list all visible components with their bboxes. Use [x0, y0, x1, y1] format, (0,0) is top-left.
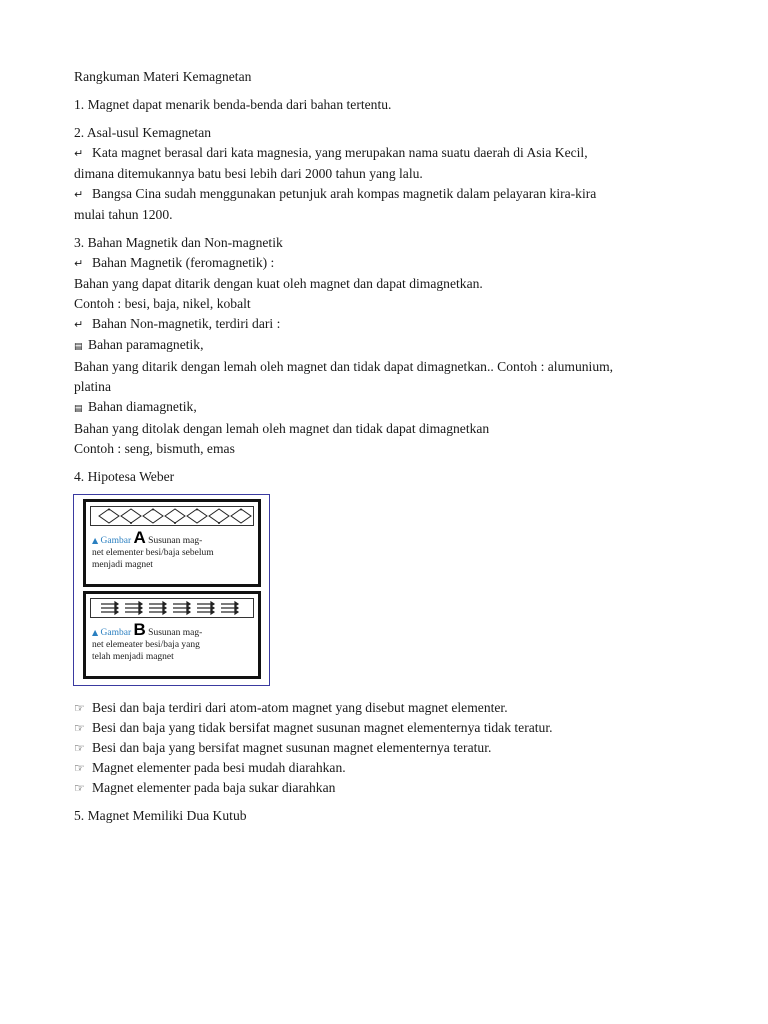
pointing-hand-icon: ☞	[74, 781, 85, 795]
section-4-heading: 4. Hipotesa Weber	[74, 469, 175, 484]
triangle-icon: ▲	[92, 536, 99, 545]
return-arrow-icon: ↵	[74, 147, 84, 160]
document-body	[74, 67, 704, 495]
section-3: 3. Bahan Magnetik dan Non-magnetik ↵ Bahan Magnetik (feromagnetik) : Bahan yang dapat ditarik dengan kuat oleh magnet dan dapat dimagnetkan. Contoh : besi, baja, nikel, kobalt ↵ Bahan Non-magnetik, terdiri dari : ▤ Bahan paramagnetik, Bahan yang ditarik dengan lemah oleh magnet dan tidak dapat dimagnetkan.. Contoh : alumunium, platina ▤ Bahan diamagnetik, Bahan yang ditolak dengan lemah oleh magnet dan tidak dapat dimagnetkan Contoh : seng, bismuth, emas	[74, 233, 704, 459]
figure-panel-a	[83, 499, 261, 587]
triangle-icon: ▲	[92, 628, 99, 637]
return-arrow-icon: ↵	[74, 257, 84, 270]
section-3-heading: 3. Bahan Magnetik dan Non-magnetik	[74, 235, 283, 250]
list-item: ☞ Magnet elementer pada besi mudah diarahkan.	[74, 758, 704, 778]
pointing-hand-icon: ☞	[74, 721, 85, 735]
pointing-hand-icon: ☞	[74, 741, 85, 755]
weber-figure	[73, 494, 270, 686]
figure-b-caption: ▲ Gambar B Susunan mag- net elemeater besi/baja yang telah menjadi magnet	[92, 620, 203, 662]
return-arrow-icon: ↵	[74, 188, 84, 201]
ordered-magnets-icon	[91, 599, 253, 617]
figure-panel-b	[83, 591, 261, 679]
pointing-hand-icon: ☞	[74, 761, 85, 775]
section-2: 2. Asal-usul Kemagnetan ↵ Kata magnet berasal dari kata magnesia, yang merupakan nama suatu daerah di Asia Kecil, dimana ditemukannya batu besi lebih dari 2000 tahun yang lalu. ↵ Bangsa Cina sudah menggunakan petunjuk arah kompas magnetik dalam pelayaran kira-kira mulai tahun 1200.	[74, 123, 704, 225]
unordered-magnets-icon	[91, 507, 253, 525]
section-5-heading: 5. Magnet Memiliki Dua Kutub	[74, 808, 247, 823]
list-item: ☞ Besi dan baja yang tidak bersifat magnet susunan magnet elementernya tidak teratur.	[74, 718, 704, 738]
return-arrow-icon: ↵	[74, 318, 84, 331]
unordered-magnets-strip	[90, 506, 254, 526]
section-2-point-1: ↵ Kata magnet berasal dari kata magnesia, yang merupakan nama suatu daerah di Asia Kecil,	[74, 143, 704, 164]
section-1: 1. Magnet dapat menarik benda-benda dari bahan tertentu.	[74, 97, 392, 112]
ordered-magnets-strip	[90, 598, 254, 618]
square-bullet-icon: ▤	[74, 404, 83, 414]
section-4-points	[74, 698, 704, 834]
list-item: ☞ Besi dan baja terdiri dari atom-atom magnet yang disebut magnet elementer.	[74, 698, 704, 718]
section-2-point-2: ↵ Bangsa Cina sudah menggunakan petunjuk arah kompas magnetik dalam pelayaran kira-kira	[74, 184, 704, 205]
section-2-heading: 2. Asal-usul Kemagnetan	[74, 125, 212, 140]
list-item: ☞ Magnet elementer pada baja sukar diarahkan	[74, 778, 704, 798]
figure-a-caption: ▲ Gambar A Susunan mag- net elementer besi/baja sebelum menjadi magnet	[92, 528, 214, 570]
document-title: Rangkuman Materi Kemagnetan	[74, 69, 252, 84]
square-bullet-icon: ▤	[74, 342, 83, 352]
pointing-hand-icon: ☞	[74, 701, 85, 715]
list-item: ☞ Besi dan baja yang bersifat magnet susunan magnet elementernya teratur.	[74, 738, 704, 758]
